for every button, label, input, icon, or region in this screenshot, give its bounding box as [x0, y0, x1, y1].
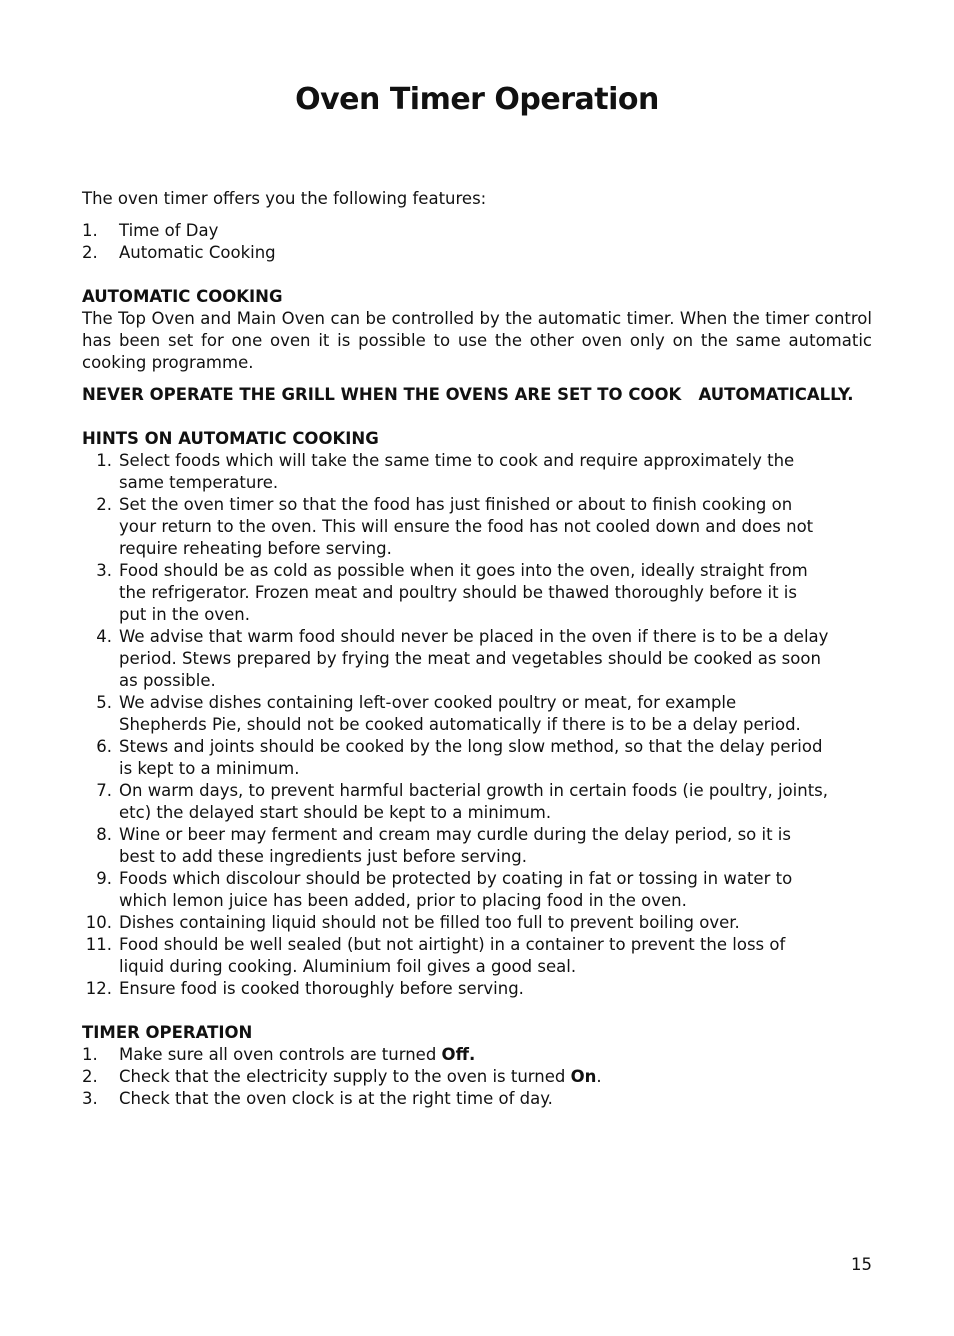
- list-item: [82, 560, 829, 626]
- list-text: We advise that warm food should never be placed in the oven if there is to be a delay period. Stews prepared by frying the meat and vegetables should be cooked as soon as possible.: [119, 627, 829, 690]
- list-text: Food should be as cold as possible when it goes into the oven, ideally straight from the refrigerator. Frozen meat and poultry should be thawed thoroughly before it is put in the oven.: [119, 561, 808, 624]
- list-item: [82, 868, 829, 912]
- list-item: [82, 912, 829, 934]
- list-text: Food should be well sealed (but not airtight) in a container to prevent the loss of liquid during cooking. Aluminium foil gives a good seal.: [119, 935, 786, 976]
- list-number: 1.: [82, 221, 98, 240]
- list-item: [82, 242, 872, 264]
- grill-warning: NEVER OPERATE THE GRILL WHEN THE OVENS ARE SET TO COOK AUTOMATICALLY.: [82, 385, 854, 404]
- list-text: On warm days, to prevent harmful bacterial growth in certain foods (ie poultry, joints, etc) the delayed start should be kept to a minimum.: [119, 781, 829, 822]
- list-number: 3.: [96, 561, 112, 580]
- list-item: [82, 780, 829, 824]
- list-item: [82, 626, 829, 692]
- emphasis-text: On: [570, 1067, 597, 1086]
- list-text: Time of Day: [119, 221, 219, 240]
- list-item: [82, 824, 829, 868]
- list-item: [82, 1044, 872, 1066]
- list-text: Set the oven timer so that the food has just finished or about to finish cooking on your return to the oven. This will ensure the food has not cooled down and does not require reheating before serving.: [119, 495, 814, 558]
- timer-steps-list: [82, 1044, 872, 1110]
- list-number: 12.: [85, 979, 112, 998]
- list-item: [82, 220, 872, 242]
- page-title: Oven Timer Operation: [295, 82, 659, 117]
- list-number: 5.: [96, 693, 112, 712]
- list-number: 1.: [96, 451, 112, 470]
- list-number: 7.: [96, 781, 112, 800]
- list-number: 11.: [85, 935, 112, 954]
- timer-operation-heading: TIMER OPERATION: [82, 1023, 253, 1042]
- list-number: 8.: [96, 825, 112, 844]
- intro-text: The oven timer offers you the following features:: [82, 189, 487, 208]
- emphasis-text: Off.: [441, 1045, 476, 1064]
- list-text: Ensure food is cooked thoroughly before serving.: [119, 979, 524, 998]
- list-item: [82, 736, 829, 780]
- list-item: [82, 1066, 872, 1088]
- hints-list: [82, 450, 872, 1000]
- list-number: 2.: [82, 1067, 98, 1086]
- list-item: [82, 692, 829, 736]
- list-number: 9.: [96, 869, 112, 888]
- list-number: 6.: [96, 737, 112, 756]
- list-text: Stews and joints should be cooked by the long slow method, so that the delay period is kept to a minimum.: [119, 737, 823, 778]
- list-item: [82, 450, 829, 494]
- automatic-cooking-body: The Top Oven and Main Oven can be controlled by the automatic timer. When the timer control has been set for one oven it is possible to use the other oven only on the same automatic cooking programme.: [82, 309, 872, 372]
- automatic-cooking-heading: AUTOMATIC COOKING: [82, 287, 283, 306]
- page-content: [82, 188, 872, 1110]
- list-text: Select foods which will take the same time to cook and require approximately the same temperature.: [119, 451, 795, 492]
- hints-heading: HINTS ON AUTOMATIC COOKING: [82, 429, 379, 448]
- list-item: [82, 934, 829, 978]
- list-text: We advise dishes containing left-over cooked poultry or meat, for example Shepherds Pie, should not be cooked automatically if there is to be a delay period.: [119, 693, 801, 734]
- list-text: Foods which discolour should be protected by coating in fat or tossing in water to which lemon juice has been added, prior to placing food in the oven.: [119, 869, 793, 910]
- list-text: Automatic Cooking: [119, 243, 276, 262]
- list-number: 3.: [82, 1089, 98, 1108]
- list-text: Wine or beer may ferment and cream may curdle during the delay period, so it is best to add these ingredients just before serving.: [119, 825, 791, 866]
- list-number: 10.: [85, 913, 112, 932]
- list-item: [82, 494, 829, 560]
- list-text: Check that the oven clock is at the right time of day.: [119, 1089, 553, 1108]
- list-number: 1.: [82, 1045, 98, 1064]
- list-number: 2.: [82, 243, 98, 262]
- list-text: Make sure all oven controls are turned: [119, 1045, 442, 1064]
- list-text-after: .: [596, 1067, 602, 1086]
- list-text: Dishes containing liquid should not be filled too full to prevent boiling over.: [119, 913, 740, 932]
- list-text: Check that the electricity supply to the oven is turned: [119, 1067, 571, 1086]
- list-item: [82, 978, 829, 1000]
- list-number: 4.: [96, 627, 112, 646]
- page-number: 15: [851, 1255, 872, 1274]
- list-item: [82, 1088, 872, 1110]
- list-number: 2.: [96, 495, 112, 514]
- features-list: [82, 220, 872, 264]
